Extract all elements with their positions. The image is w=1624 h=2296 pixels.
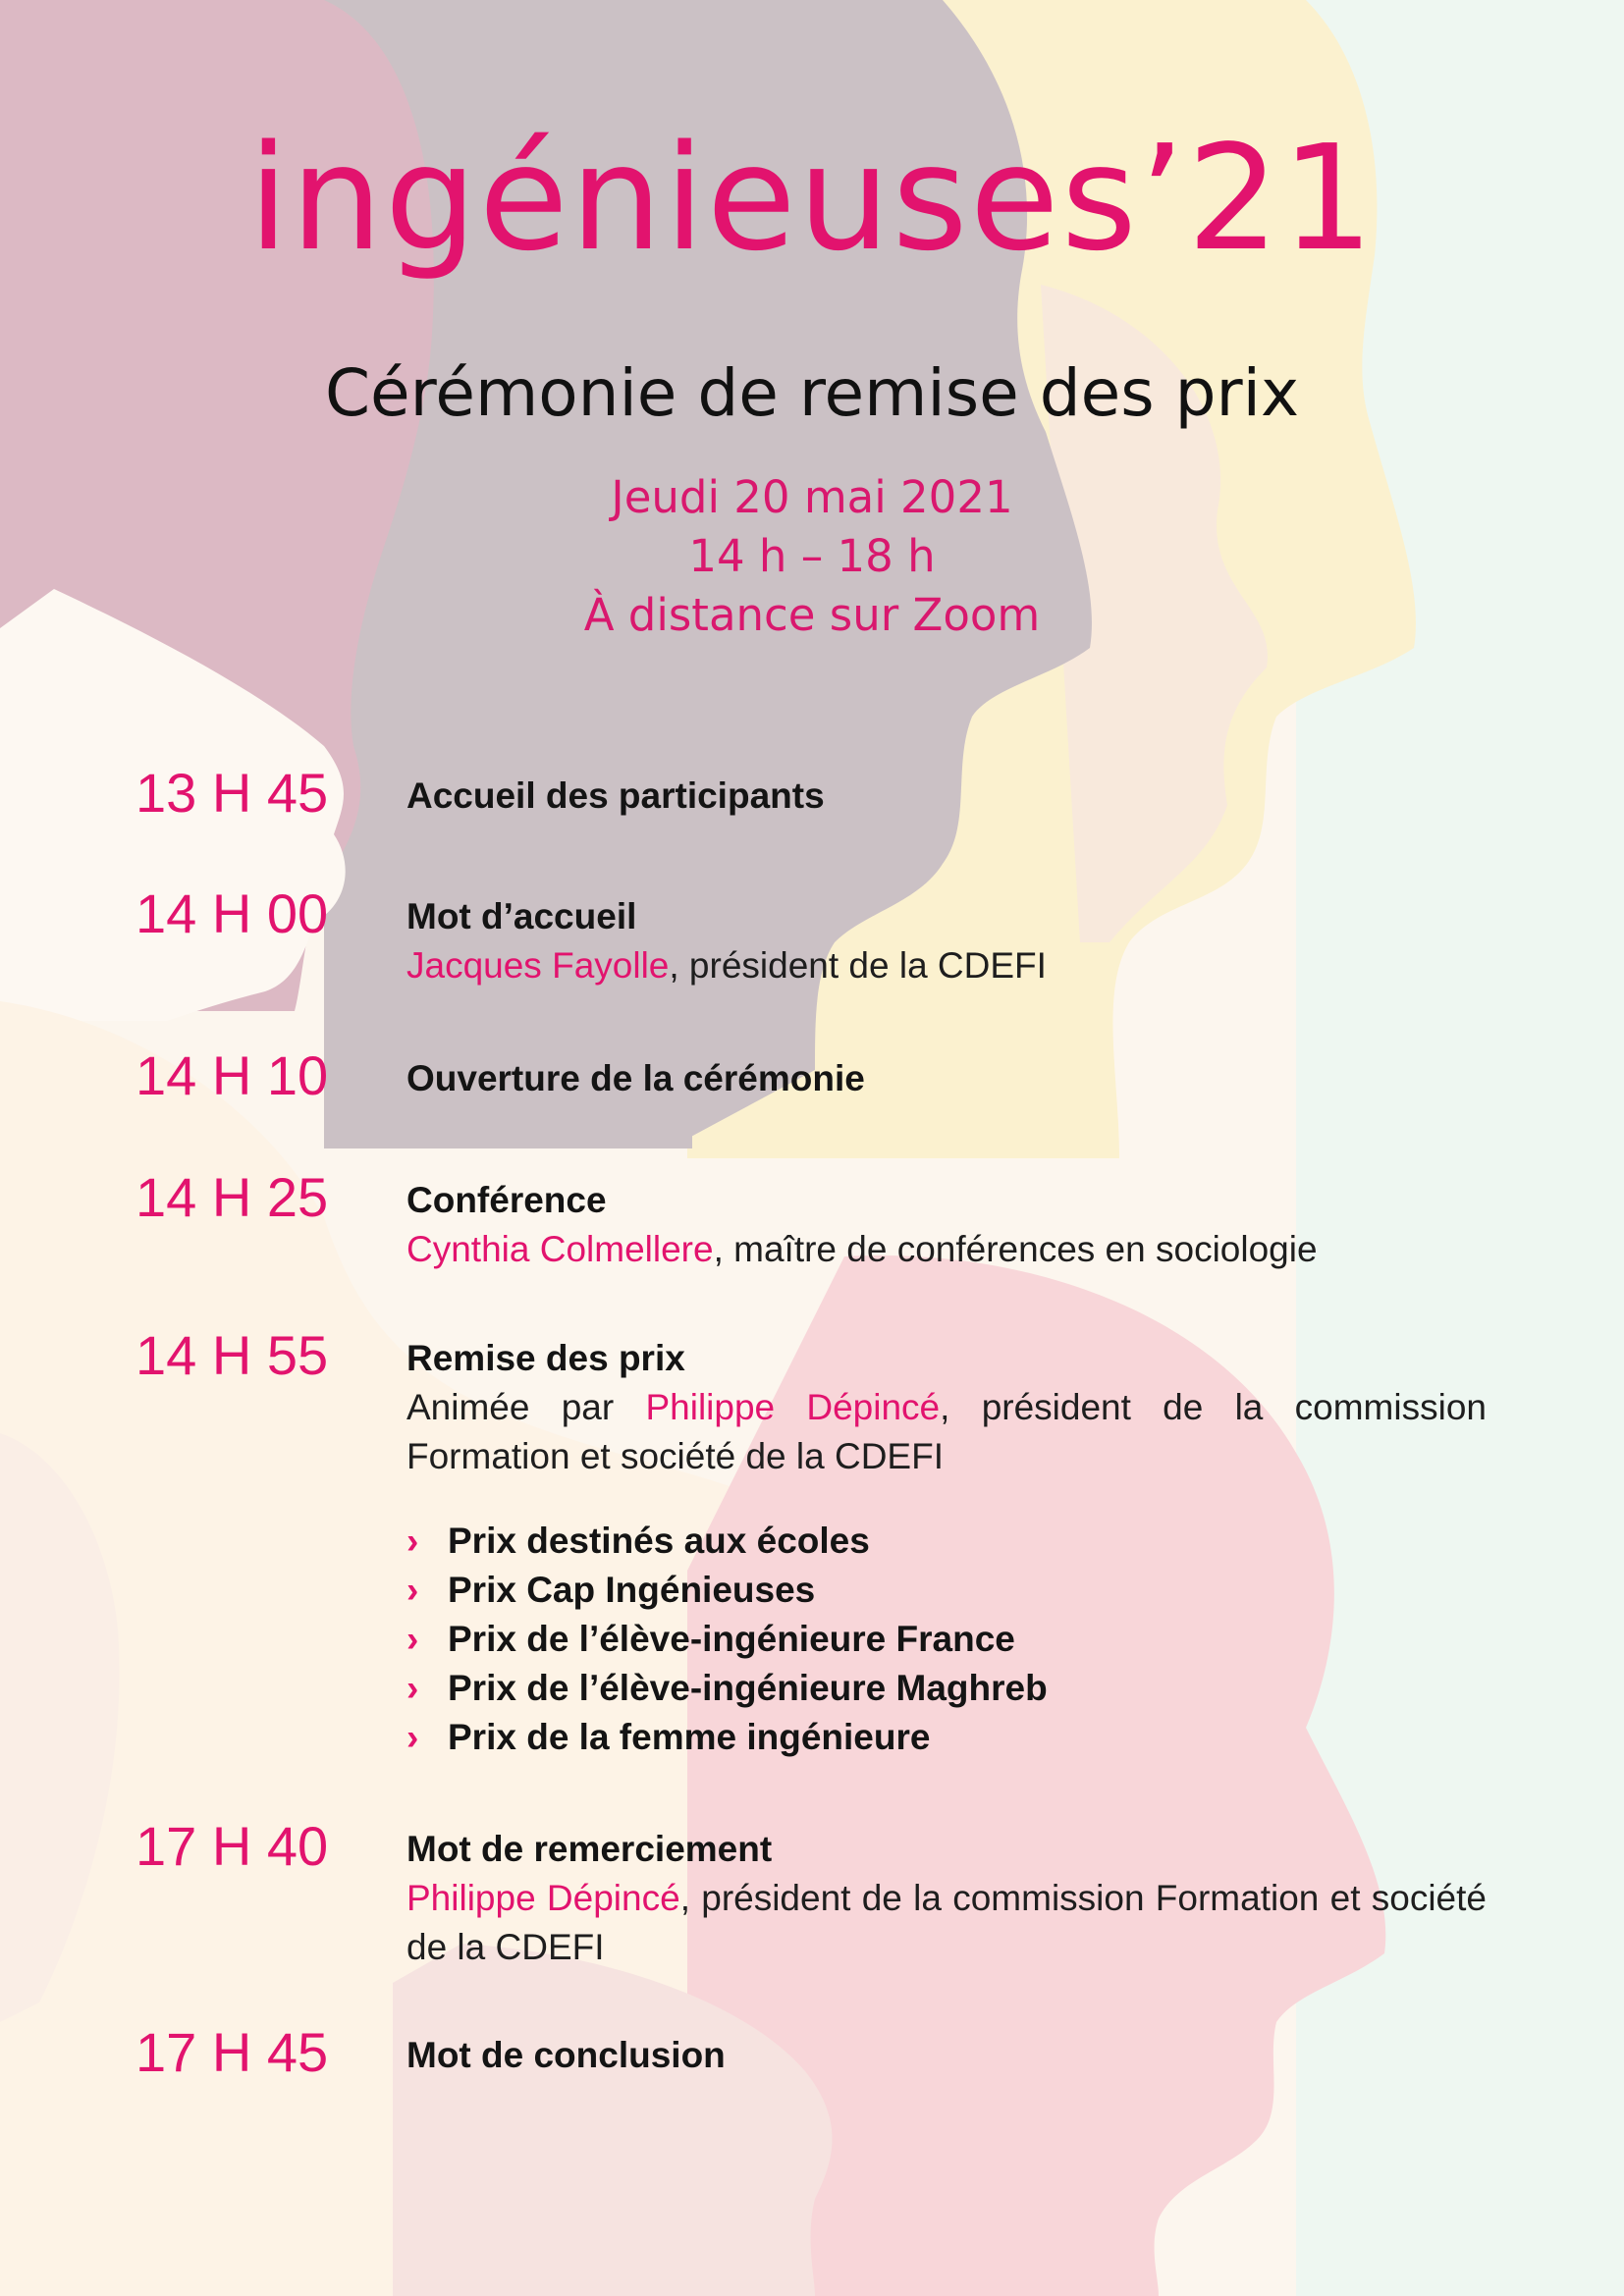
schedule-title: Conférence [406,1180,607,1220]
chevron-right-icon: › [406,1521,419,1561]
prize-item: › Prix de l’élève-ingénieure Maghreb [406,1664,1487,1713]
speaker-name: Philippe Dépincé [406,1878,680,1918]
prize-item: › Prix Cap Ingénieuses [406,1566,1487,1615]
speaker-role: , président de la commission Formation et société de la CDEFI [406,1387,1487,1476]
schedule-time: 13 H 45 [135,762,329,824]
prize-item: › Prix de la femme ingénieure [406,1713,1487,1762]
prize-item: › Prix destinés aux écoles [406,1517,1487,1566]
prize-list [406,1517,1487,1762]
schedule-title: Accueil des participants [406,775,825,816]
schedule-title: Ouverture de la cérémonie [406,1058,865,1098]
prize-item: › Prix de l’élève-ingénieure France [406,1615,1487,1664]
schedule-time: 14 H 25 [135,1166,329,1228]
event-brand-title: ingénieuses’21 [247,114,1377,283]
schedule-time: 14 H 00 [135,882,329,944]
chevron-right-icon: › [406,1717,419,1757]
speaker-name: Cynthia Colmellere [406,1229,714,1269]
chevron-right-icon: › [406,1668,419,1708]
ceremony-subtitle: Cérémonie de remise des prix [324,355,1300,431]
event-location: À distance sur Zoom [583,589,1041,641]
schedule-time: 14 H 55 [135,1324,329,1386]
schedule-title: Remise des prix [406,1338,685,1378]
schedule-title: Mot de conclusion [406,2035,726,2075]
speaker-role: , maître de conférences en sociologie [713,1229,1318,1269]
event-hours: 14 h – 18 h [688,530,936,582]
speaker-name: Philippe Dépincé [645,1387,941,1427]
schedule-time: 14 H 10 [135,1044,329,1106]
chevron-right-icon: › [406,1570,419,1610]
speaker-name: Jacques Fayolle [406,945,670,986]
speaker-role: , président de la CDEFI [669,945,1047,986]
schedule-title: Mot de remerciement [406,1829,773,1869]
speaker-role: , président de la commission Formation et société de la CDEFI [406,1878,1487,1967]
schedule-time: 17 H 45 [135,2021,329,2083]
schedule-time: 17 H 40 [135,1815,329,1877]
event-date: Jeudi 20 mai 2021 [611,471,1013,523]
speaker-intro: Animée par [406,1387,646,1427]
schedule-title: Mot d’accueil [406,896,637,936]
chevron-right-icon: › [406,1619,419,1659]
